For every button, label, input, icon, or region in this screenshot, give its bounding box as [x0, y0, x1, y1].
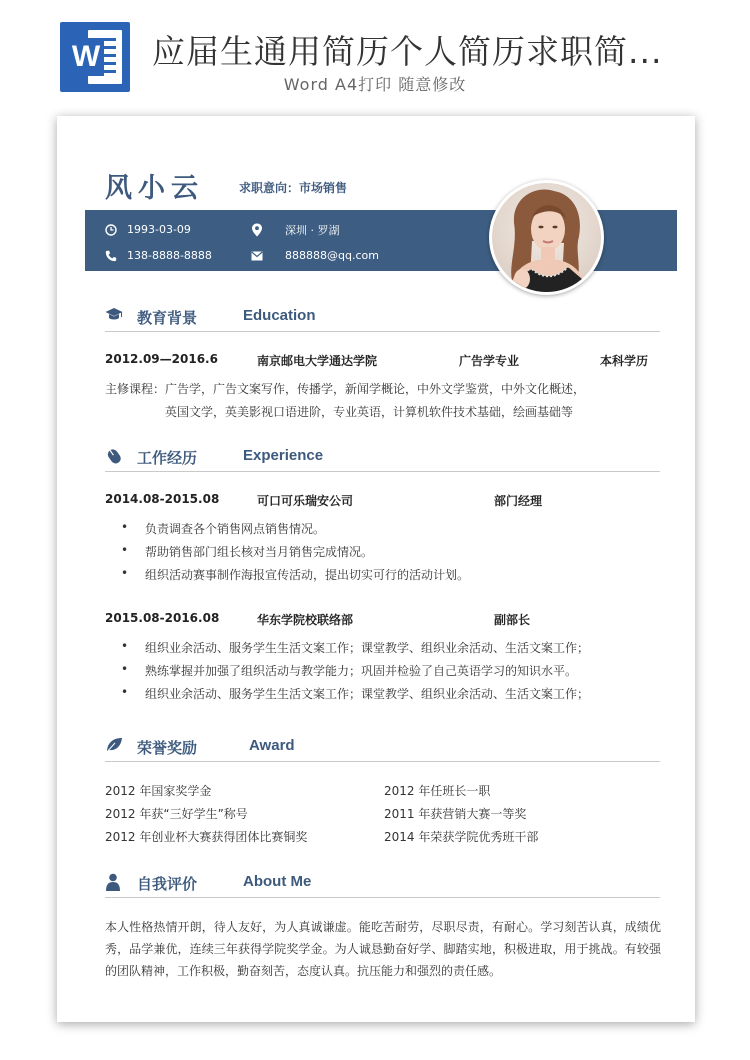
job-1-company: 可口可乐瑞安公司: [257, 494, 354, 508]
mouse-icon: [105, 447, 123, 465]
email-address: 888888@qq.com: [285, 249, 379, 262]
job-1-role: 部门经理: [494, 494, 543, 508]
graduation-cap-icon: [105, 307, 123, 321]
word-letter: W: [68, 38, 104, 76]
award-item: 2012 年获“三好学生”称号: [105, 807, 248, 821]
education-courses-line1: 主修课程：广告学，广告文案写作，传播学，新闻学概论，中外文学鉴赏，中外文化概述，: [105, 382, 586, 396]
job-1-bullet: • 负责调查各个销售网点销售情况。: [125, 520, 325, 537]
job-2-bullet: • 熟练掌握并加强了组织活动与教学能力；巩固并检验了自己英语学习的知识水平。: [125, 662, 577, 679]
phone-info: [105, 249, 212, 262]
header: [0, 0, 750, 100]
location-pin-icon: [251, 223, 263, 237]
job-2-bullet: • 组织业余活动、服务学生生活文案工作；课堂教学、组织业余活动、生活文案工作；: [125, 639, 589, 656]
education-section-header: [105, 302, 660, 332]
location-text: 深圳 · 罗湖: [285, 224, 340, 237]
birth-info: [105, 223, 191, 236]
job-2-bullet: • 组织业余活动、服务学生生活文案工作；课堂教学、组织业余活动、生活文案工作；: [125, 685, 589, 702]
award-title-en: Award: [249, 737, 295, 754]
experience-title-en: Experience: [243, 447, 324, 464]
portrait-photo: [492, 183, 601, 292]
candidate-name: 风小云: [105, 173, 204, 204]
job-2-role: 副部长: [494, 613, 531, 627]
birth-date: 1993-03-09: [127, 223, 191, 236]
document-subtitle: Word A4打印 随意修改: [283, 75, 467, 94]
education-degree: 本科学历: [600, 354, 649, 368]
job-intent: 求职意向：市场销售: [239, 181, 348, 195]
leaf-icon: [105, 737, 123, 753]
self-evaluation-text: 本人性格热情开朗，待人友好，为人真诚谦虚。能吃苦耐劳，尽职尽责，有耐心。学习刻苦认真，成绩优秀，品学兼优，连续三年获得学院奖学金。为人诚恳勤奋好学、脚踏实地，积极进取，用于挑战。有较强的团队精神，工作积极，勤奋刻苦，态度认真。抗压能力和强烈的责任感。: [105, 920, 661, 978]
person-icon: [105, 873, 121, 891]
education-period: 2012.09—2016.6: [105, 352, 218, 366]
award-section-header: [105, 732, 660, 762]
email-info: [251, 249, 379, 262]
experience-title-cn: 工作经历: [137, 449, 198, 467]
job-1-period: 2014.08-2015.08: [105, 492, 220, 506]
award-item: 2012 年国家奖学金: [105, 784, 212, 798]
education-courses-line2: 英国文学，英美影视口语进阶，专业英语，计算机软件技术基础，绘画基础等: [165, 405, 574, 419]
education-title-en: Education: [243, 307, 316, 324]
clock-icon: [105, 224, 117, 236]
about-title-en: About Me: [243, 873, 312, 890]
resume-sheet: [57, 116, 695, 1022]
about-title-cn: 自我评价: [137, 875, 198, 893]
job-2-period: 2015.08-2016.08: [105, 611, 220, 625]
award-item: 2011 年获营销大赛一等奖: [384, 807, 527, 821]
job-1-bullet: • 帮助销售部门组长核对当月销售完成情况。: [125, 543, 373, 560]
about-section-header: [105, 868, 660, 898]
experience-section-header: [105, 442, 660, 472]
phone-number: 138-8888-8888: [127, 249, 212, 262]
award-item: 2012 年任班长一职: [384, 784, 491, 798]
job-1-bullet: • 组织活动赛事制作海报宣传活动，提出切实可行的活动计划。: [125, 566, 469, 583]
education-major: 广告学专业: [459, 354, 520, 368]
job-2-company: 华东学院校联络部: [257, 613, 354, 627]
phone-icon: [105, 250, 117, 262]
education-title-cn: 教育背景: [137, 309, 198, 327]
avatar: [489, 180, 604, 295]
education-school: 南京邮电大学通达学院: [257, 354, 378, 368]
award-title-cn: 荣誉奖励: [137, 739, 198, 757]
mail-icon: [251, 251, 263, 261]
award-item: 2014 年荣获学院优秀班干部: [384, 830, 539, 844]
document-title: 应届生通用简历个人简历求职简...: [152, 32, 663, 71]
award-item: 2012 年创业杯大赛获得团体比赛铜奖: [105, 830, 308, 844]
location-info: [251, 222, 340, 238]
